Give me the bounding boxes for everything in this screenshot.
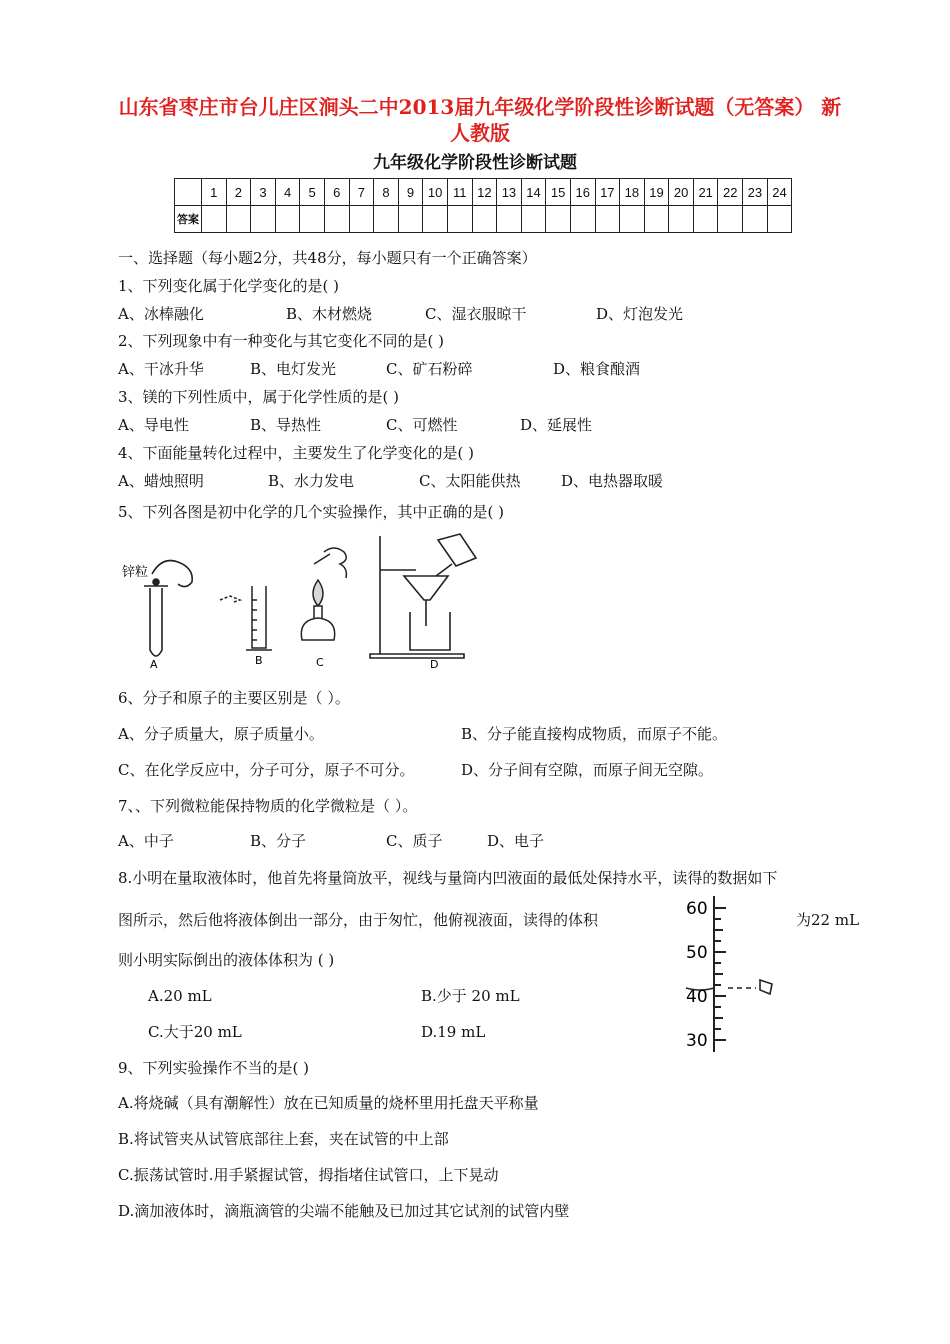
answer-cell[interactable] — [521, 206, 546, 233]
answer-number: 22 — [718, 179, 743, 206]
answer-table — [174, 178, 792, 233]
answer-number: 7 — [349, 179, 374, 206]
option-b: B、分子能直接构成物质，而原子不能。 — [461, 725, 728, 743]
option-d: D、电子 — [487, 832, 545, 850]
answer-number: 23 — [743, 179, 768, 206]
option-c: C、太阳能供热 — [419, 472, 521, 490]
option-a: A、分子质量大，原子质量小。 — [118, 725, 324, 743]
option-d: D、电热器取暖 — [561, 472, 664, 490]
answer-number: 18 — [620, 179, 645, 206]
figure-label-b: B — [255, 654, 263, 667]
option-c: C.振荡试管时.用手紧握试管，拇指堵住试管口，上下晃动 — [118, 1166, 499, 1184]
option-a: A、导电性 — [118, 416, 189, 434]
option-b: B.将试管夹从试管底部往上套，夹在试管的中上部 — [118, 1130, 449, 1148]
answer-number: 9 — [398, 179, 423, 206]
answer-cell[interactable] — [251, 206, 276, 233]
option-a: A、蜡烛照明 — [118, 472, 204, 490]
figure-a-test-tube — [144, 561, 192, 657]
answer-number: 2 — [226, 179, 251, 206]
answer-cell[interactable] — [767, 206, 792, 233]
answer-number: 19 — [644, 179, 669, 206]
document-title: 山东省枣庄市台儿庄区涧头二中2013届九年级化学阶段性诊断试题（无答案） 新人教版 — [118, 95, 842, 145]
answer-number: 24 — [767, 179, 792, 206]
question-stem: 则小明实际倒出的液体体积为 ( ) — [118, 951, 335, 969]
answer-cell[interactable] — [693, 206, 718, 233]
figure-d-filtration — [370, 534, 476, 658]
section-heading: 一、选择题（每小题2分，共48分，每小题只有一个正确答案） — [118, 249, 537, 267]
option-b: B、分子 — [250, 832, 307, 850]
figure-label-d: D — [430, 658, 439, 671]
answer-number: 20 — [669, 179, 694, 206]
question-stem: 1、下列变化属于化学变化的是( ) — [118, 277, 340, 295]
answer-cell[interactable] — [349, 206, 374, 233]
answer-cell[interactable] — [743, 206, 768, 233]
option-c: C、质子 — [386, 832, 443, 850]
question-stem: 为22 mL — [796, 911, 860, 929]
answer-number: 12 — [472, 179, 497, 206]
question-stem: 7、、下列微粒能保持物质的化学微粒是（ ）。 — [118, 797, 418, 815]
answer-number: 4 — [275, 179, 300, 206]
option-d: D、分子间有空隙，而原子间无空隙。 — [461, 761, 714, 779]
option-b: B、木材燃烧 — [286, 305, 373, 323]
answer-number: 11 — [447, 179, 472, 206]
option-a: A、冰棒融化 — [118, 305, 204, 323]
question-stem: 3、镁的下列性质中，属于化学性质的是( ) — [118, 388, 400, 406]
question-stem: 8.小明在量取液体时，他首先将量筒放平，视线与量筒内凹液面的最低处保持水平，读得的数据如下 — [118, 869, 778, 887]
answer-cell[interactable] — [595, 206, 620, 233]
answer-cell[interactable] — [202, 206, 227, 233]
answer-cell[interactable] — [374, 206, 399, 233]
answer-row-label: 答案 — [175, 206, 202, 233]
answer-cell[interactable] — [226, 206, 251, 233]
answer-cell[interactable] — [275, 206, 300, 233]
answer-number: 15 — [546, 179, 571, 206]
question-stem: 2、下列现象中有一种变化与其它变化不同的是( ) — [118, 332, 445, 350]
option-d: D、延展性 — [520, 416, 593, 434]
answer-cell[interactable] — [324, 206, 349, 233]
answer-number: 21 — [693, 179, 718, 206]
cylinder-tick-label: 50 — [686, 943, 708, 963]
option-a: A.20 mL — [148, 987, 212, 1005]
answer-number: 6 — [324, 179, 349, 206]
question-stem: 9、下列实验操作不当的是( ) — [118, 1059, 310, 1077]
option-d: D.19 mL — [421, 1023, 486, 1041]
option-c: C、可燃性 — [386, 416, 458, 434]
cylinder-tick-label: 60 — [686, 899, 708, 919]
option-a: A.将烧碱（具有潮解性）放在已知质量的烧杯里用托盘天平称量 — [118, 1094, 539, 1112]
answer-cell[interactable] — [423, 206, 448, 233]
answer-table-number-row — [175, 179, 792, 206]
answer-number: 3 — [251, 179, 276, 206]
answer-cell[interactable] — [669, 206, 694, 233]
lab-operations-figure — [118, 530, 490, 672]
answer-cell[interactable] — [546, 206, 571, 233]
answer-number: 1 — [202, 179, 227, 206]
option-c: C、矿石粉碎 — [386, 360, 473, 378]
figure-c-alcohol-lamp — [301, 548, 346, 640]
question-stem: 4、下面能量转化过程中，主要发生了化学变化的是( ) — [118, 444, 475, 462]
exam-subtitle: 九年级化学阶段性诊断试题 — [373, 153, 577, 173]
answer-cell[interactable] — [398, 206, 423, 233]
cylinder-tick-label: 30 — [686, 1031, 708, 1051]
option-b: B、电灯发光 — [250, 360, 337, 378]
zinc-granule-label: 锌粒 — [122, 565, 149, 580]
cylinder-scale-figure — [680, 892, 790, 1057]
figure-b-cylinder — [220, 586, 272, 650]
figure-label-a: A — [150, 658, 158, 671]
answer-number: 14 — [521, 179, 546, 206]
answer-cell[interactable] — [472, 206, 497, 233]
answer-cell[interactable] — [300, 206, 325, 233]
option-c: C.大于20 mL — [148, 1023, 242, 1041]
answer-number: 16 — [570, 179, 595, 206]
figure-label-c: C — [316, 656, 324, 669]
option-b: B、导热性 — [250, 416, 322, 434]
option-c: C、在化学反应中，分子可分，原子不可分。 — [118, 761, 415, 779]
option-c: C、湿衣服晾干 — [425, 305, 527, 323]
option-d: D、粮食酿酒 — [553, 360, 641, 378]
answer-cell[interactable] — [718, 206, 743, 233]
question-stem: 5、下列各图是初中化学的几个实验操作，其中正确的是( ) — [118, 503, 505, 521]
answer-cell[interactable] — [447, 206, 472, 233]
answer-number: 5 — [300, 179, 325, 206]
option-d: D、灯泡发光 — [596, 305, 684, 323]
option-d: D.滴加液体时，滴瓶滴管的尖端不能触及已加过其它试剂的试管内壁 — [118, 1202, 570, 1220]
option-a: A、中子 — [118, 832, 174, 850]
option-b: B、水力发电 — [268, 472, 355, 490]
answer-cell[interactable] — [570, 206, 595, 233]
question-stem: 6、分子和原子的主要区别是（ ）。 — [118, 689, 350, 707]
option-a: A、干冰升华 — [118, 360, 204, 378]
answer-cell[interactable] — [644, 206, 669, 233]
question-stem: 图所示，然后他将液体倒出一部分，由于匆忙，他俯视液面，读得的体积 — [118, 911, 599, 929]
answer-table-answer-row — [175, 206, 792, 233]
option-b: B.少于 20 mL — [421, 987, 520, 1005]
answer-number: 8 — [374, 179, 399, 206]
answer-cell[interactable] — [497, 206, 522, 233]
answer-cell[interactable] — [620, 206, 645, 233]
cylinder-tick-label: 40 — [686, 987, 708, 1007]
answer-number: 17 — [595, 179, 620, 206]
answer-number: 13 — [497, 179, 522, 206]
answer-number: 10 — [423, 179, 448, 206]
